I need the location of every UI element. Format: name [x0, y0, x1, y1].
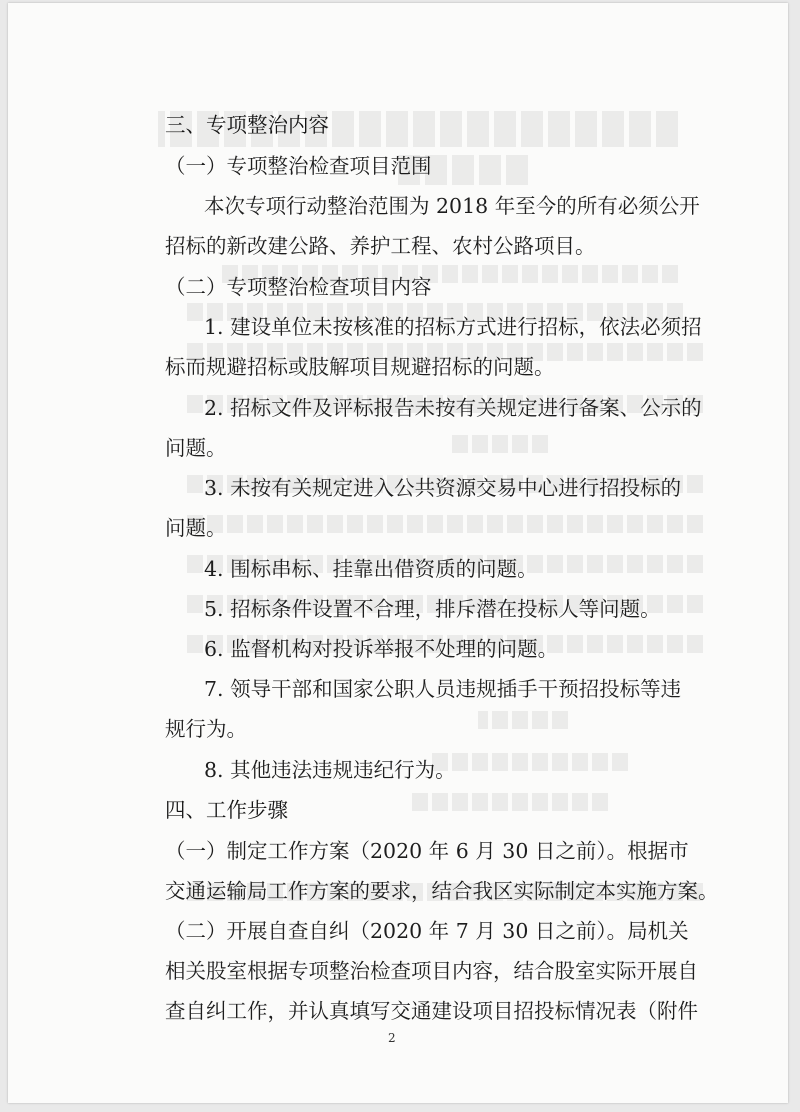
paragraph-scope-line-2: 招标的新改建公路、养护工程、农村公路项目。: [165, 234, 596, 258]
subheading-scope: （一）专项整治检查项目范围: [165, 154, 432, 178]
document-page: [8, 3, 788, 1103]
item-1-line-2: 标而规避招标或肢解项目规避招标的问题。: [165, 355, 555, 379]
section-heading-four: 四、工作步骤: [165, 798, 288, 822]
section-heading-three: 三、专项整治内容: [165, 113, 329, 137]
item-3-line-1: 3. 未按有关规定进入公共资源交易中心进行招投标的: [204, 476, 682, 500]
item-7-line-2: 规行为。: [165, 717, 247, 741]
item-8: 8. 其他违法违规违纪行为。: [204, 758, 456, 782]
step-1-line-1: （一）制定工作方案（2020 年 6 月 30 日之前）。根据市: [165, 839, 689, 863]
step-1-line-2: 交通运输局工作方案的要求，结合我区实际制定本实施方案。: [165, 879, 719, 903]
item-2-line-1: 2. 招标文件及评标报告未按有关规定进行备案、公示的: [204, 396, 702, 420]
step-2-line-2: 相关股室根据专项整治检查项目内容，结合股室实际开展自: [165, 959, 698, 983]
item-7-line-1: 7. 领导干部和国家公职人员违规插手干预招投标等违: [204, 677, 682, 701]
subheading-content: （二）专项整治检查项目内容: [165, 275, 432, 299]
item-1-line-1: 1. 建设单位未按核准的招标方式进行招标，依法必须招: [204, 315, 702, 339]
item-2-line-2: 问题。: [165, 436, 227, 460]
step-2-line-1: （二）开展自查自纠（2020 年 7 月 30 日之前）。局机关: [165, 919, 689, 943]
item-5: 5. 招标条件设置不合理，排斥潜在投标人等问题。: [204, 597, 661, 621]
item-3-line-2: 问题。: [165, 516, 227, 540]
paragraph-scope-line-1: 本次专项行动整治范围为 2018 年至今的所有必须公开: [204, 194, 700, 218]
page-number: 2: [388, 1031, 396, 1045]
step-2-line-3: 查自纠工作，并认真填写交通建设项目招投标情况表（附件: [165, 999, 698, 1023]
item-6: 6. 监督机构对投诉举报不处理的问题。: [204, 637, 559, 661]
item-4: 4. 围标串标、挂靠出借资质的问题。: [204, 557, 538, 581]
